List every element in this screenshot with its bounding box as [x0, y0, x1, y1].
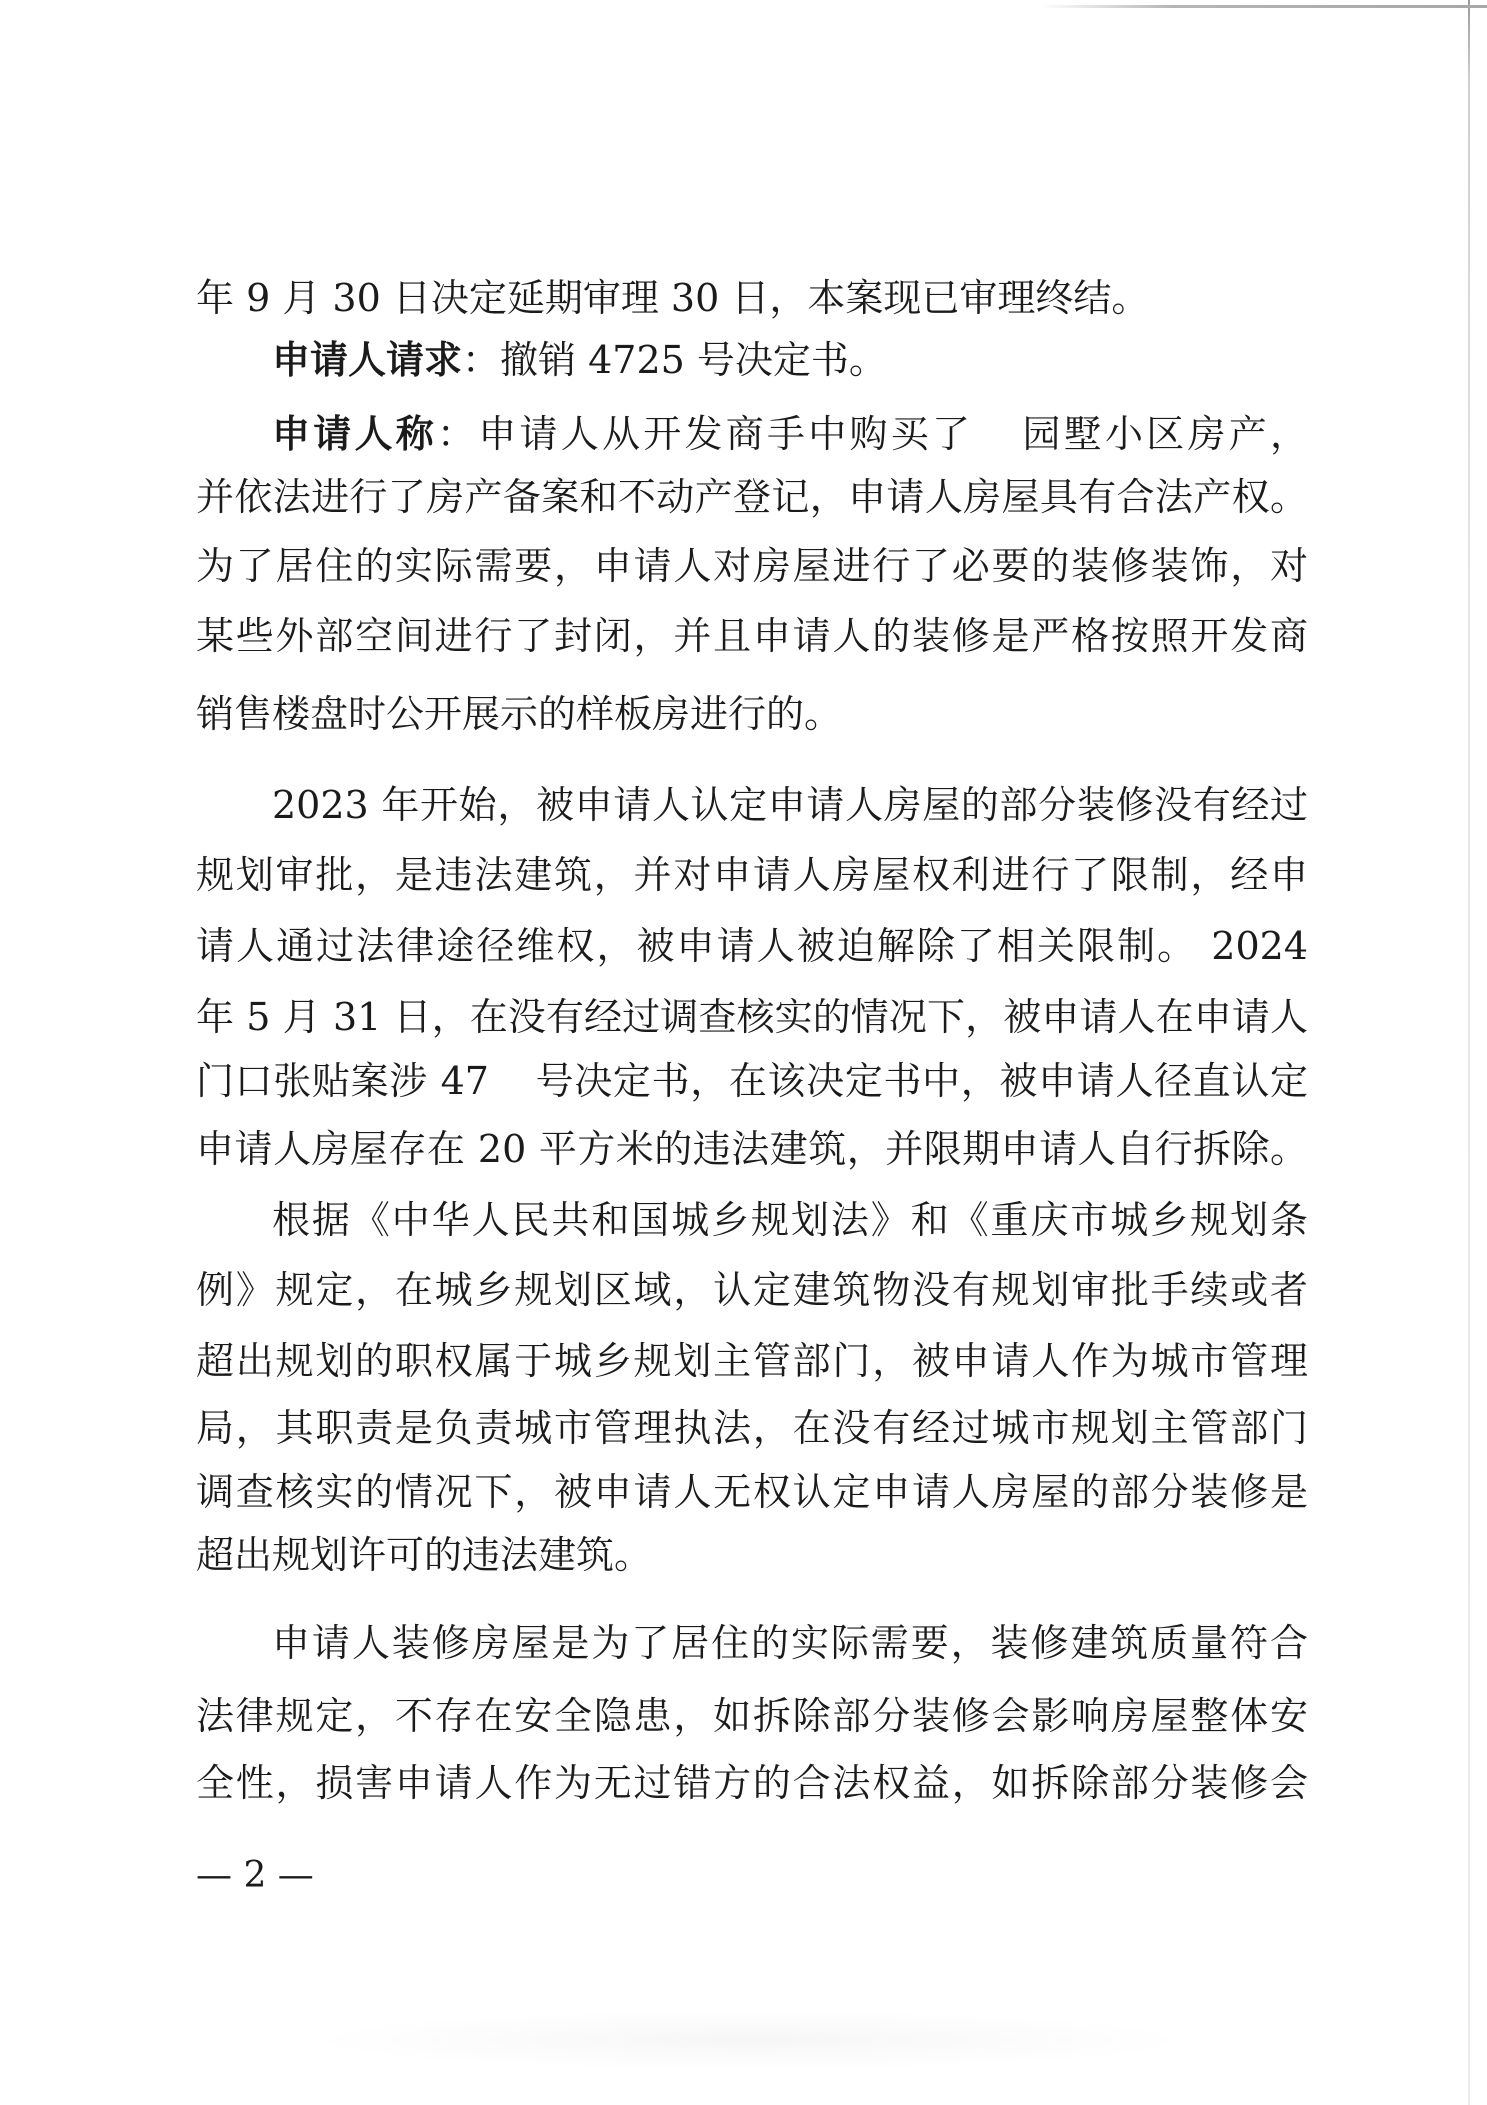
paragraph-2023-line-2: 规划审批，是违法建筑，并对申请人房屋权利进行了限制，经申 [196, 853, 1308, 897]
redaction-box [489, 1064, 535, 1098]
statement-line-3: 为了居住的实际需要，申请人对房屋进行了必要的装修装饰，对 [196, 544, 1308, 588]
page-number: — 2 — [196, 1855, 314, 1896]
paragraph-2023-line-3: 请人通过法律途径维权，被申请人被迫解除了相关限制。 2024 [196, 924, 1308, 968]
scan-bottom-shadow [300, 2010, 1200, 2070]
paragraph-2023-line-1: 2023 年开始，被申请人认定申请人房屋的部分装修没有经过 [272, 783, 1308, 827]
paragraph-law-line-3: 超出规划的职权属于城乡规划主管部门，被申请人作为城市管理 [196, 1339, 1308, 1383]
paragraph-2023-line-6: 申请人房屋存在 20 平方米的违法建筑，并限期申请人自行拆除。 [196, 1127, 1308, 1171]
statement-line-4: 某些外部空间进行了封闭，并且申请人的装修是严格按照开发商 [196, 614, 1308, 658]
scan-top-edge-mark [1040, 5, 1487, 8]
scan-edge-shadow [1468, 0, 1470, 2105]
paragraph-2023-line-5 [196, 1061, 1308, 1101]
paragraph-law-line-1: 根据《中华人民共和国城乡规划法》和《重庆市城乡规划条 [272, 1198, 1308, 1242]
paragraph-decoration-line-3: 全性，损害申请人作为无过错方的合法权益，如拆除部分装修会 [196, 1761, 1308, 1805]
paragraph-law-line-5: 调查核实的情况下，被申请人无权认定申请人房屋的部分装修是 [196, 1470, 1308, 1514]
applicant-request-line [196, 337, 1308, 382]
paragraph-2023-line-5-before: 门口张贴案涉 47 [196, 1059, 489, 1103]
paragraph-2023-line-4: 年 5 月 31 日，在没有经过调查核实的情况下，被申请人在申请人 [196, 995, 1308, 1039]
paragraph-law-line-4: 局，其职责是负责城市管理执法，在没有经过城市规划主管部门 [196, 1406, 1308, 1450]
paragraph-decoration-line-2: 法律规定，不存在安全隐患，如拆除部分装修会影响房屋整体安 [196, 1694, 1308, 1738]
carryover-line: 年 9 月 30 日决定延期审理 30 日，本案现已审理终结。 [196, 276, 1150, 320]
paragraph-law-line-6: 超出规划许可的违法建筑。 [196, 1533, 653, 1577]
request-label: 申请人请求 [272, 337, 463, 382]
statement-line-5: 销售楼盘时公开展示的样板房进行的。 [196, 692, 843, 736]
statement-line-1-after: 园墅小区房产， [1019, 412, 1308, 456]
statement-label: 申请人称 [272, 411, 437, 456]
statement-line-2: 并依法进行了房产备案和不动产登记，申请人房屋具有合法产权。 [196, 475, 1308, 519]
statement-line-1 [196, 411, 1308, 456]
redaction-box [973, 417, 1019, 451]
statement-line-1-before: ：申请人从开发商手中购买了 [437, 412, 974, 456]
paragraph-decoration-line-1: 申请人装修房屋是为了居住的实际需要，装修建筑质量符合 [272, 1621, 1308, 1665]
request-text: ：撤销 4725 号决定书。 [462, 338, 887, 382]
paragraph-law-line-2: 例》规定，在城乡规划区域，认定建筑物没有规划审批手续或者 [196, 1268, 1308, 1312]
paragraph-2023-line-5-after: 号决定书，在该决定书中，被申请人径直认定 [534, 1059, 1308, 1103]
